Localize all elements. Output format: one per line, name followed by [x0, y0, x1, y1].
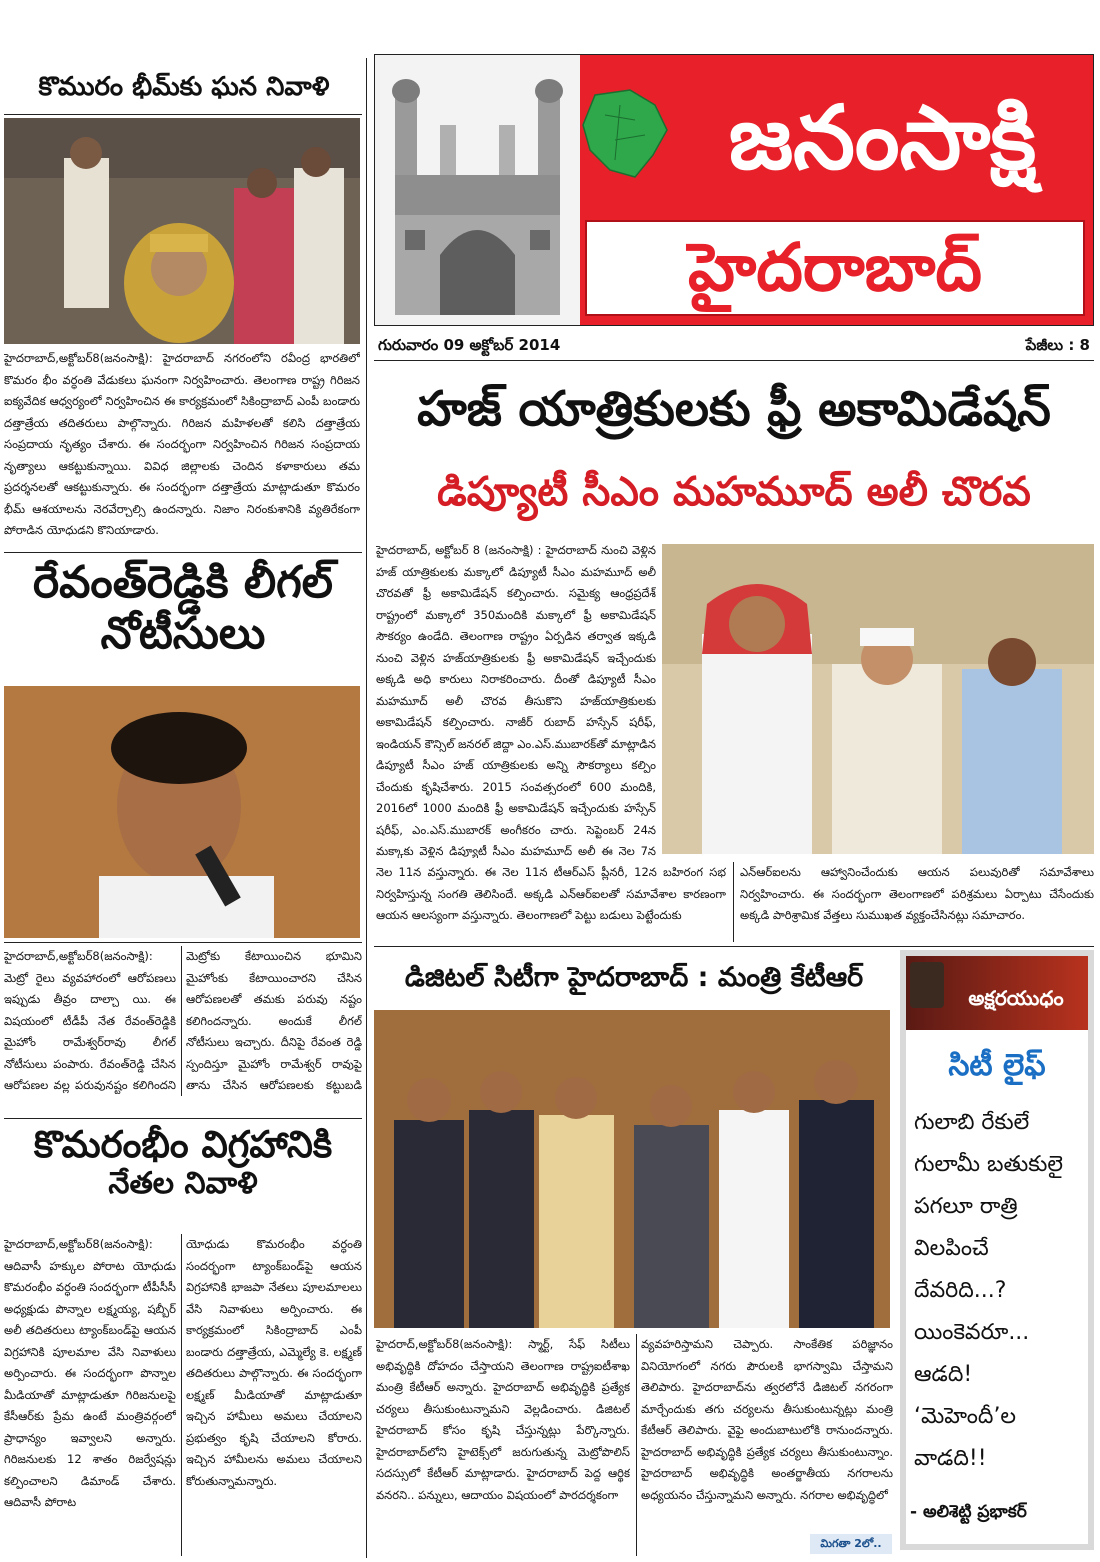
hajj-subheadline: డిప్యూటీ సీఎం మహమూద్ అలీ చొరవ [437, 469, 1031, 515]
komaram-statue-headline-line1: కొమరంభీం విగ్రహానికి [33, 1123, 333, 1166]
poem [914, 1102, 1084, 1482]
issue-date: గురువారం 09 అక్టోబర్ 2014 [378, 336, 561, 354]
revanth-headline [4, 558, 362, 682]
charminar-illustration [375, 55, 580, 325]
poem-line: పగలూ రాత్రి [914, 1194, 1018, 1219]
komaram-statue-headline-line2: నేతల నివాళి [108, 1165, 258, 1201]
digital-headline: డిజిటల్ సిటీగా హైదరాబాద్ : మంత్రి కేటీఆర్ [404, 962, 864, 993]
poet-portrait [910, 962, 944, 1008]
masthead [374, 54, 1094, 326]
group-photo-illustration [374, 1010, 890, 1328]
poem-line: విలపించే [914, 1236, 989, 1261]
poem-line: ‘మెహెందీ’ల [914, 1404, 1017, 1429]
poem-line: వాడది!! [914, 1446, 987, 1471]
charminar-icon [375, 55, 580, 325]
telangana-map-icon [575, 85, 675, 185]
ktr-delegation-photo [374, 1010, 890, 1328]
hajj-bottom-left: నెల 11న వస్తున్నారు. ఈ నెల 11న టీఆర్‌ఎస్ ప్లీనరీ, 12న బహిరంగ సభ నిర్వహిస్తున్న సంగతి తెలిసిందే. అక్కడి ఎన్‌ఆర్‌ఐలతో సమావేశాల కారణంగా ఆయన ఆలస్యంగా వస్తున్నారు. తెలంగాణలో పెట్టు బడులు పెట్టేందుకు [376, 865, 726, 922]
komaram-statue-headline [4, 1124, 362, 1228]
poetry-banner [906, 956, 1088, 1030]
revanth-col1: హైదరాబాద్,అక్టోబర్8(జనంసాక్షి): మెట్రో రైలు వ్యవహారంలో ఆరోపణలు ఇప్పుడు తీవ్రం దాల్చా యి. ఈ విషయంలో టీడీపీ నేత రేవంత్‌రెడ్డికి మైహోం రామేశ్వర్‌రావు లీగల్ నోటీసులు పంపారు. రేవంత్‌రెడ్డి చేసిన ఆరోపణల వల్ల పరువునష్టం కలిగిందని [4, 949, 176, 1092]
digital-col1: హైదరాద్,అక్టోబర్8(జనంసాక్షి): స్మార్ట్, సేఫ్ సిటీలు అభివృద్ధికి దోహదం చేస్తాయని తెలంగాణ రాష్ట్రఐటీశాఖ మంత్రి కేటీఆర్ అన్నారు. హైదరాబాద్ అభివృద్ధికి ప్రత్యేక చర్యలు తీసుకుంటున్నామని వెల్లడించారు. డిజిటల్ హైదరాబాద్ కోసం కృషి చేస్తున్నట్లు పేర్కొన్నారు. హైదరాబాద్‌లోని హైటెక్స్‌లో జరుగుతున్న మెట్రోపొలిస్ సదస్సులో కేటీఆర్ మాట్లాడారు. హైదరాబాద్ పెద్ద ఆర్థిక వనరని.. పన్నులు, ఆదాయం విషయంలో పారదర్శకంగా [376, 1337, 630, 1502]
continued-tag: మిగతా 2లో.. [810, 1534, 892, 1554]
poetry-box [900, 950, 1094, 1550]
poem-line: గులామీ బతుకులై [914, 1152, 1063, 1177]
delegation-illustration [662, 544, 1094, 854]
komaram-bheem-photo [4, 118, 360, 344]
left-top-body: హైదరాబాద్,అక్టోబర్8(జనంసాక్షి): హైదరాబాద్ నగరంలోని రవీంద్ర భారతిలో కొమరం భీం వర్ధంతి వేడుకలు ఘనంగా నిర్వహించారు. తెలంగాణ రాష్ట్ర గిరిజన ఐక్యవేదిక ఆధ్వర్యంలో నిర్వహించిన ఈ కార్యక్రమంలో సికింద్రాబాద్ ఎంపీ బండారు దత్తాత్రేయ తదితరులు పాల్గొన్నారు. గిరిజన మహిళలతో కలిసి దత్తాత్రేయ సంప్రదాయ నృత్యం చేశారు. ఈ సందర్భంగా నిర్వహించిన గిరిజన సంప్రదాయ నృత్యాలు ఆకట్టుకున్నాయి. వివిధ జిల్లాలకు చెందిన కళాకారులు తమ ప్రదర్శనలతో ఆకట్టుకున్నారు. ఈ సందర్భంగా దత్తాత్రేయ మాట్లాడుతూ కొమరం భీమ్ ఆశయాలను నెరవేర్చాల్సి ఉందన్నారు. నిజాం నిరంకుశానికి వ్యతిరేకంగా పోరాడిన యోధుడని కొనియాడారు. [4, 351, 360, 537]
left-top-headline-text: కొమురం భీమ్‌కు ఘన నివాళి [38, 72, 330, 102]
hajj-photo [662, 544, 1094, 854]
page-count: పేజీలు : 8 [1025, 336, 1090, 354]
digital-col2: వ్యవహరిస్తామని చెప్పారు. సాంకేతిక పరిజ్ఞానం వినియోగంలో నగరు పౌరులకి భాగస్వామి చేస్తామని తెలిపారు. హైదరాబాద్‌ను త్వరలోనే డిజిటల్ నగరంగా మార్చేందుకు తగు చర్యలను తీసుకుంటున్నట్లు మంత్రి కేటీఆర్ తెలిపారు. వైఫై అందుబాటులోకి రానుందన్నారు. హైదరాబాద్ అభివృద్ధికి ప్రత్యేక చర్యలు తీసుకుంటున్నాం. హైదరాబాద్ అభివృద్ధికి అంతర్జాతీయ నగరాలను అధ్యయనం చేస్తున్నామని అన్నారు. నగరాల అభివృద్ధిలో [641, 1337, 893, 1502]
edition-box [585, 220, 1085, 316]
poem-line: ఆడది! [914, 1362, 973, 1387]
poem-line: గులాబి రేకులే [914, 1110, 1030, 1135]
revanth-headline-line1: రేవంత్‌రెడ్డికి లీగల్ [33, 557, 333, 608]
hajj-body-col: హైదరాబాద్, అక్టోబర్ 8 (జనంసాక్షి) : హైదరాబాద్ నుంచి వెళ్లిన హజ్ యాత్రికులకు మక్కాలో డిప్యూటీ సీఎం మహమూద్ అలీ చొరవతో ఫ్రీ అకామిడేషన్ కల్పించారు. సమైక్య ఆంధ్రప్రదేశ్ రాష్ట్రంలో మక్కాలో 350మందికి మక్కాలో ఫ్రీ అకామిడేషన్ సౌకర్యం ఉండేది. తెలంగాణ రాష్ట్రం ఏర్పడిన తర్వాత ఇక్కడి నుంచి వెళ్లిన హజ్‌యాత్రికులకు ఫ్రీ అకామిడేషన్ ఇచ్చేందుకు అక్కడి అధి కారులు నిరాకరించారు. దీంతో డిప్యూటీ సీఎం మహమూద్ అలీ చొరవ తీసుకొని హజ్‌యాత్రికులకు అకామిడేషన్ కల్పించారు. నాజీర్ రుబాద్ హస్సేన్ షరీఫ్, ఇండియన్ కౌన్సిల్ జనరల్ జిద్దా ఎం.ఎస్.ముబారక్‌తో మాట్లాడిన డిప్యూటీ సీఎం హజ్ యాత్రికులకు అన్ని సౌకర్యాలు కల్పిం చేందుకు కృషిచేశారు. 2015 సంవత్సరంలో 600 మందికి, 2016లో 1000 మందికి ఫ్రీ అకామిడేషన్ ఇచ్చేందుకు హస్సేన్ షరీఫ్, ఎం.ఎస్.ముబారక్ అంగీకరం చారు. సెప్టెంబర్ 24న మక్కాకు వెళ్లిన డిప్యూటీ సీఎం మహమూద్ అలీ ఈ నెల 7న [376, 543, 656, 858]
ceremony-illustration [4, 118, 360, 344]
poetry-banner-title: అక్షరయుధం [968, 986, 1064, 1010]
revanth-reddy-photo [4, 686, 360, 938]
komaram-statue-col1: హైదరాబాద్,అక్టోబర్8(జనంసాక్షి): ఆదివాసీ హక్కుల పోరాట యోధుడు కొమరంభీం వర్ధంతి సందర్భంగా టీపీసీసీ అధ్యక్షుడు పొన్నాల లక్ష్మయ్య, షబ్బీర్ అలీ తదితరులు ట్యాంక్‌బండ్‌పై ఆయన విగ్రహానికి పూలమాల వేసి నివాళులు అర్పించారు. ఈ సందర్భంగా పొన్నాల మీడియాతో మాట్లాడుతూ గిరిజనులపై కేసీఆర్‌కు ప్రేమ ఉంటే మంత్రివర్గంలో ప్రాధాన్యం ఇవ్వాలని అన్నారు. గిరిజనులకు 12 శాతం రిజర్వేషన్లు కల్పించాలని డిమాండ్ చేశారు. ఆదివాసీ పోరాట [4, 1237, 176, 1509]
left-top-headline [4, 62, 364, 112]
edition-name: హైదరాబాద్ [688, 229, 982, 306]
revanth-headline-line2: నోటీసులు [100, 607, 266, 659]
hajj-headline: హజ్ యాత్రికులకు ఫ్రీ అకామిడేషన్ [417, 381, 1051, 437]
komaram-statue-col2: యోధుడు కొమరంభీం వర్ధంతి సందర్భంగా ట్యాంక్‌బండ్‌పై ఆయన విగ్రహానికి భాజపా నేతలు పూలమాలలు వేసి నివాళులు అర్పించారు. ఈ కార్యక్రమంలో సికింద్రాబాద్ ఎంపీ బండారు దత్తాత్రేయ, ఎమ్మెల్యే కె. లక్ష్మణ్ తదితరులు పాల్గొన్నారు. ఈ సందర్భంగా లక్ష్మణ్ మీడియాతో మాట్లాడుతూ ఇచ్చిన హామీలు అమలు చేయాలని ప్రభుత్వం కృషి చేయాలని కోరారు. ఇచ్చిన హామీలను అమలు చేయాలని కోరుతున్నామన్నారు. [186, 1237, 362, 1488]
poetry-title: సిటీ లైఫ్ [948, 1048, 1046, 1083]
revanth-col2: మెట్రోకు కేటాయించిన భూమిని మైహోంకు కేటాయించారని చేసిన ఆరోపణలతో తమకు పరువు నష్టం కలిగిందన్నారు. అందుకే లీగల్ నోటీసులు ఇచ్చారు. దీనిపై రేవంత రెడ్డి స్పందిస్తూ మైహోం రామేశ్వర్ రావుపై తాను చేసిన ఆరోపణలకు కట్టుబడి [186, 949, 362, 1092]
speaker-illustration [4, 686, 360, 938]
poem-line: దేవరిది...? [914, 1278, 1007, 1303]
poem-line: యింకెవరూ... [914, 1320, 1030, 1345]
hajj-bottom-right: ఎన్‌ఆర్‌ఐలను ఆహ్వానించేందుకు ఆయన పలువురితో సమావేశాలు నిర్వహించారు. ఈ సందర్భంగా తెలంగాణలో పరిశ్రమలు ఏర్పాటు చేసేందుకు అక్కడి పారిశ్రామిక వేత్తలు సుముఖత వ్యక్తంచేసినట్లు సమాచారం. [740, 865, 1094, 922]
poem-author: - అలిశెట్టి ప్రభాకర్ [910, 1502, 1027, 1522]
brand-name: జనంసాక్షి [728, 86, 1037, 189]
